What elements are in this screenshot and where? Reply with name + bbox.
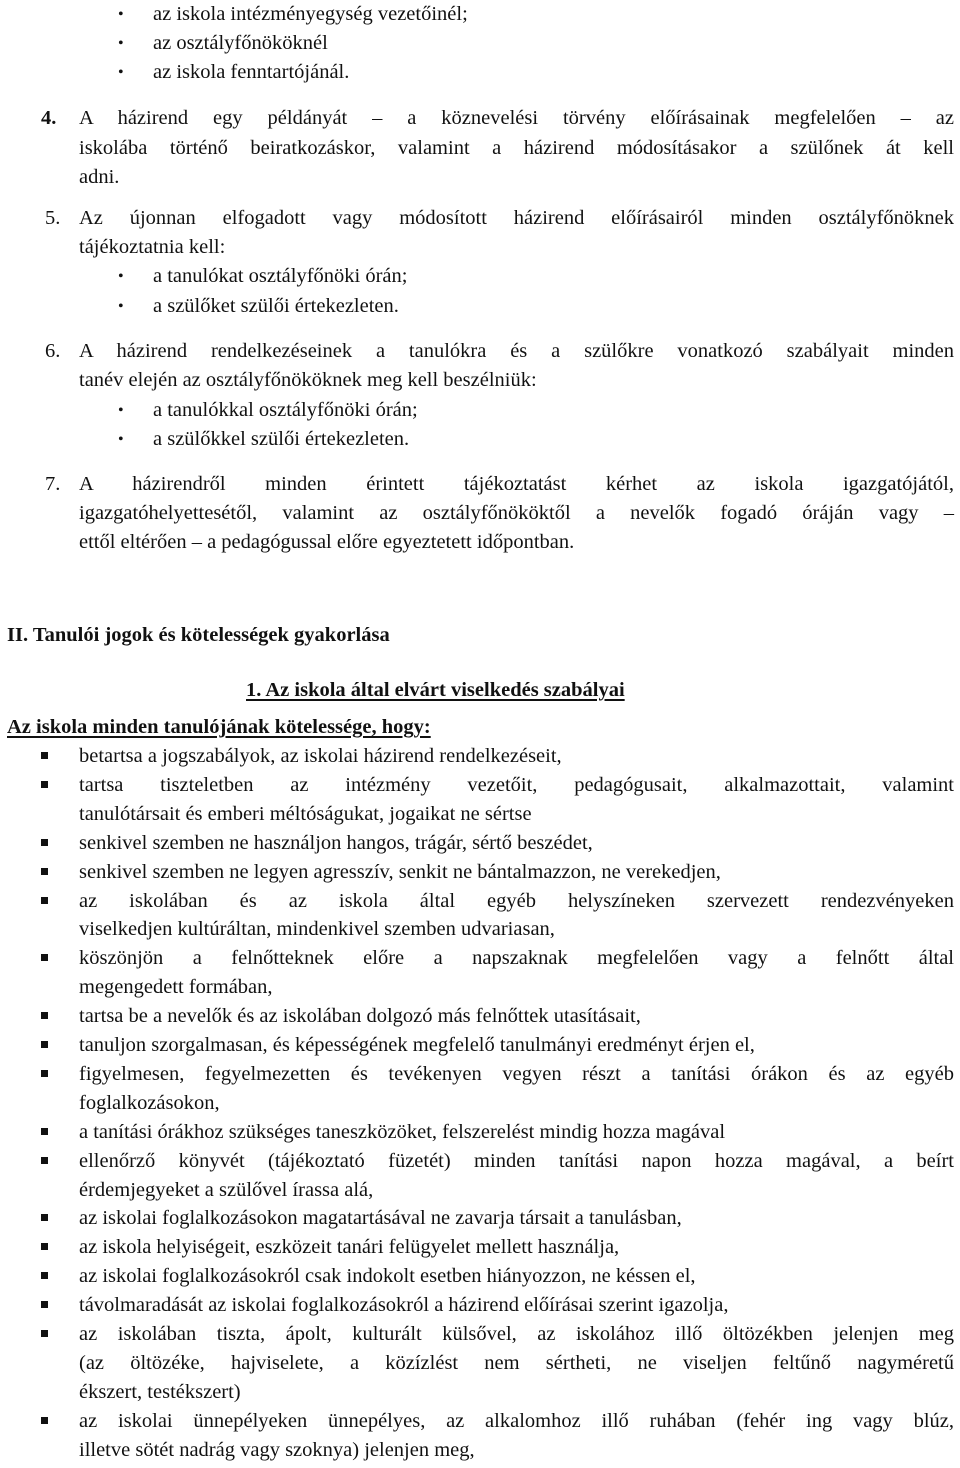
duty-item-3-line-1: senkivel szemben ne használjon hangos, trágár, sértő beszédet, [79,831,593,854]
duty-item-6-line-1: köszönjön a felnőtteknek előre a napszaknak megfelelően vagy a felnőtt által [79,947,954,970]
item-6-bullet-2: a szülőkkel szülői értekezleten. [153,428,410,450]
bullet-dot: • [118,431,124,448]
square-bullet-icon [41,868,48,875]
duty-item-6-line-2: megengedett formában, [79,976,273,999]
duty-item-9-line-2: foglalkozásokon, [79,1091,220,1114]
item-7-line-1: A házirendről minden érintett tájékoztatást kérhet az iskola igazgatójától, [79,473,954,495]
item-5-bullet-2: a szülőket szülői értekezleten. [153,295,399,317]
square-bullet-icon [41,1330,48,1337]
square-bullet-icon [41,1272,48,1279]
duty-item-12-line-1: az iskolai foglalkozásokon magatartásával ne zavarja társait a tanulásban, [79,1207,682,1230]
bullet-dot: • [118,35,124,52]
square-bullet-icon [41,1243,48,1250]
square-bullet-icon [41,954,48,961]
subsection-title: 1. Az iskola által elvárt viselkedés szabályai [246,679,625,701]
section-title: II. Tanulói jogok és kötelességek gyakorlása [7,624,390,646]
duty-item-16-line-2: (az öltözéke, hajviselete, a közízlést nem sértheti, ne viseljen feltűnő nagyméretű [79,1351,954,1374]
square-bullet-icon [41,839,48,846]
item-5-line-1: Az újonnan elfogadott vagy módosított házirend előírásairól minden osztályfőnöknek [79,207,954,229]
item-5-line-2: tájékoztatnia kell: [79,236,226,258]
duty-item-2-line-1: tartsa tiszteletben az intézmény vezetőit, pedagógusait, alkalmazottait, valamint [79,773,954,796]
item-4-line-2: iskolába történő beiratkozáskor, valamint a házirend módosításakor a szülőnek át kell [79,137,954,159]
duty-item-8-line-1: tanuljon szorgalmasan, és képességének megfelelő tanulmányi eredményt érjen el, [79,1034,755,1056]
square-bullet-icon [41,1214,48,1221]
duty-item-16-line-1: az iskolában tiszta, ápolt, kulturált külsővel, az iskolához illő öltözékben jelenjen meg [79,1323,954,1345]
bullet-dot: • [118,402,124,419]
duty-item-11-line-1: ellenőrző könyvét (tájékoztató füzetét) minden tanítási napon hozza magával, a beírt [79,1149,954,1172]
duty-item-15-line-1: távolmaradását az iskolai foglalkozásokról a házirend előírásai szerint igazolja, [79,1294,729,1317]
duty-item-5-line-2: viselkedjen kultúráltan, mindenkivel szemben udvariasan, [79,918,555,941]
item-4-line-1 [79,104,954,133]
square-bullet-icon [41,1128,48,1135]
bullet-dot: • [118,6,124,23]
square-bullet-icon [41,1070,48,1077]
duty-item-16-line-3: ékszert, testékszert) [79,1380,241,1403]
top-bullet-1: az iskola intézményegység vezetőinél; [153,3,468,25]
square-bullet-icon [41,1157,48,1164]
item-6-line-2: tanév elején az osztályfőnököknek meg kell beszélniük: [79,369,537,391]
item-4-line-3: adni. [79,166,120,188]
duty-item-2-line-2: tanulótársait és emberi méltóságukat, jogaikat ne sértse [79,802,532,825]
item-6-number: 6. [45,340,61,362]
bullet-dot: • [118,298,124,315]
duty-item-17-line-1: az iskolai ünnepélyeken ünnepélyes, az alkalomhoz illő ruhában (fehér ing vagy blúz, [79,1409,954,1432]
duty-item-7-line-1: tartsa be a nevelők és az iskolában dolgozó más felnőttek utasításait, [79,1005,641,1028]
item-7-line-3: ettől eltérően – a pedagógussal előre egyeztetett időpontban. [79,531,575,553]
duty-item-1-line-1: betartsa a jogszabályok, az iskolai házirend rendelkezéseit, [79,745,562,767]
square-bullet-icon [41,1041,48,1048]
duty-item-17-line-2: illetve sötét nadrág vagy szoknya) jelenjen meg, [79,1438,475,1461]
duty-item-13-line-1: az iskola helyiségeit, eszközeit tanári felügyelet mellett használja, [79,1236,620,1259]
duty-item-9-line-1: figyelmesen, fegyelmezetten és tevékenyen vegyen részt a tanítási órákon és az egyéb [79,1062,954,1085]
duty-item-10-line-1: a tanítási órákhoz szükséges taneszközöket, felszerelést mindig hozza magával [79,1120,726,1143]
square-bullet-icon [41,1417,48,1424]
square-bullet-icon [41,897,48,904]
top-bullet-3: az iskola fenntartójánál. [153,61,350,83]
item-5-number: 5. [45,207,61,229]
square-bullet-icon [41,752,48,759]
square-bullet-icon [41,1012,48,1019]
item-7-line-2: igazgatóhelyettesétől, valamint az osztályfőnököktől a nevelők fogadó óráján vagy – [79,502,954,524]
item-6-line-1: A házirend rendelkezéseinek a tanulókra és a szülőkre vonatkozó szabályait minden [79,340,954,362]
item-4-text-1: A házirend egy példányát – a köznevelési törvény előírásainak megfelelően – az [79,107,954,129]
square-bullet-icon [41,1301,48,1308]
justified-line [79,104,954,133]
duty-heading: Az iskola minden tanulójának kötelessége, hogy: [7,716,431,738]
item-5-bullet-1: a tanulókat osztályfőnöki órán; [153,265,408,287]
bullet-dot: • [118,268,124,285]
duty-item-4-line-1: senkivel szemben ne legyen agresszív, senkit ne bántalmazzon, ne verekedjen, [79,860,721,883]
item-7-number: 7. [45,473,61,495]
item-6-bullet-1: a tanulókkal osztályfőnöki órán; [153,399,418,421]
bullet-dot: • [118,64,124,81]
duty-item-5-line-1: az iskolában és az iskola által egyéb helyszíneken szervezett rendezvényeken [79,889,954,912]
square-bullet-icon [41,781,48,788]
duty-item-11-line-2: érdemjegyeket a szülővel írassa alá, [79,1178,374,1201]
item-4-number: 4. [41,107,57,129]
duty-item-14-line-1: az iskolai foglalkozásokról csak indokolt esetben hiányozzon, ne késsen el, [79,1265,696,1288]
top-bullet-2: az osztályfőnököknél [153,32,328,54]
